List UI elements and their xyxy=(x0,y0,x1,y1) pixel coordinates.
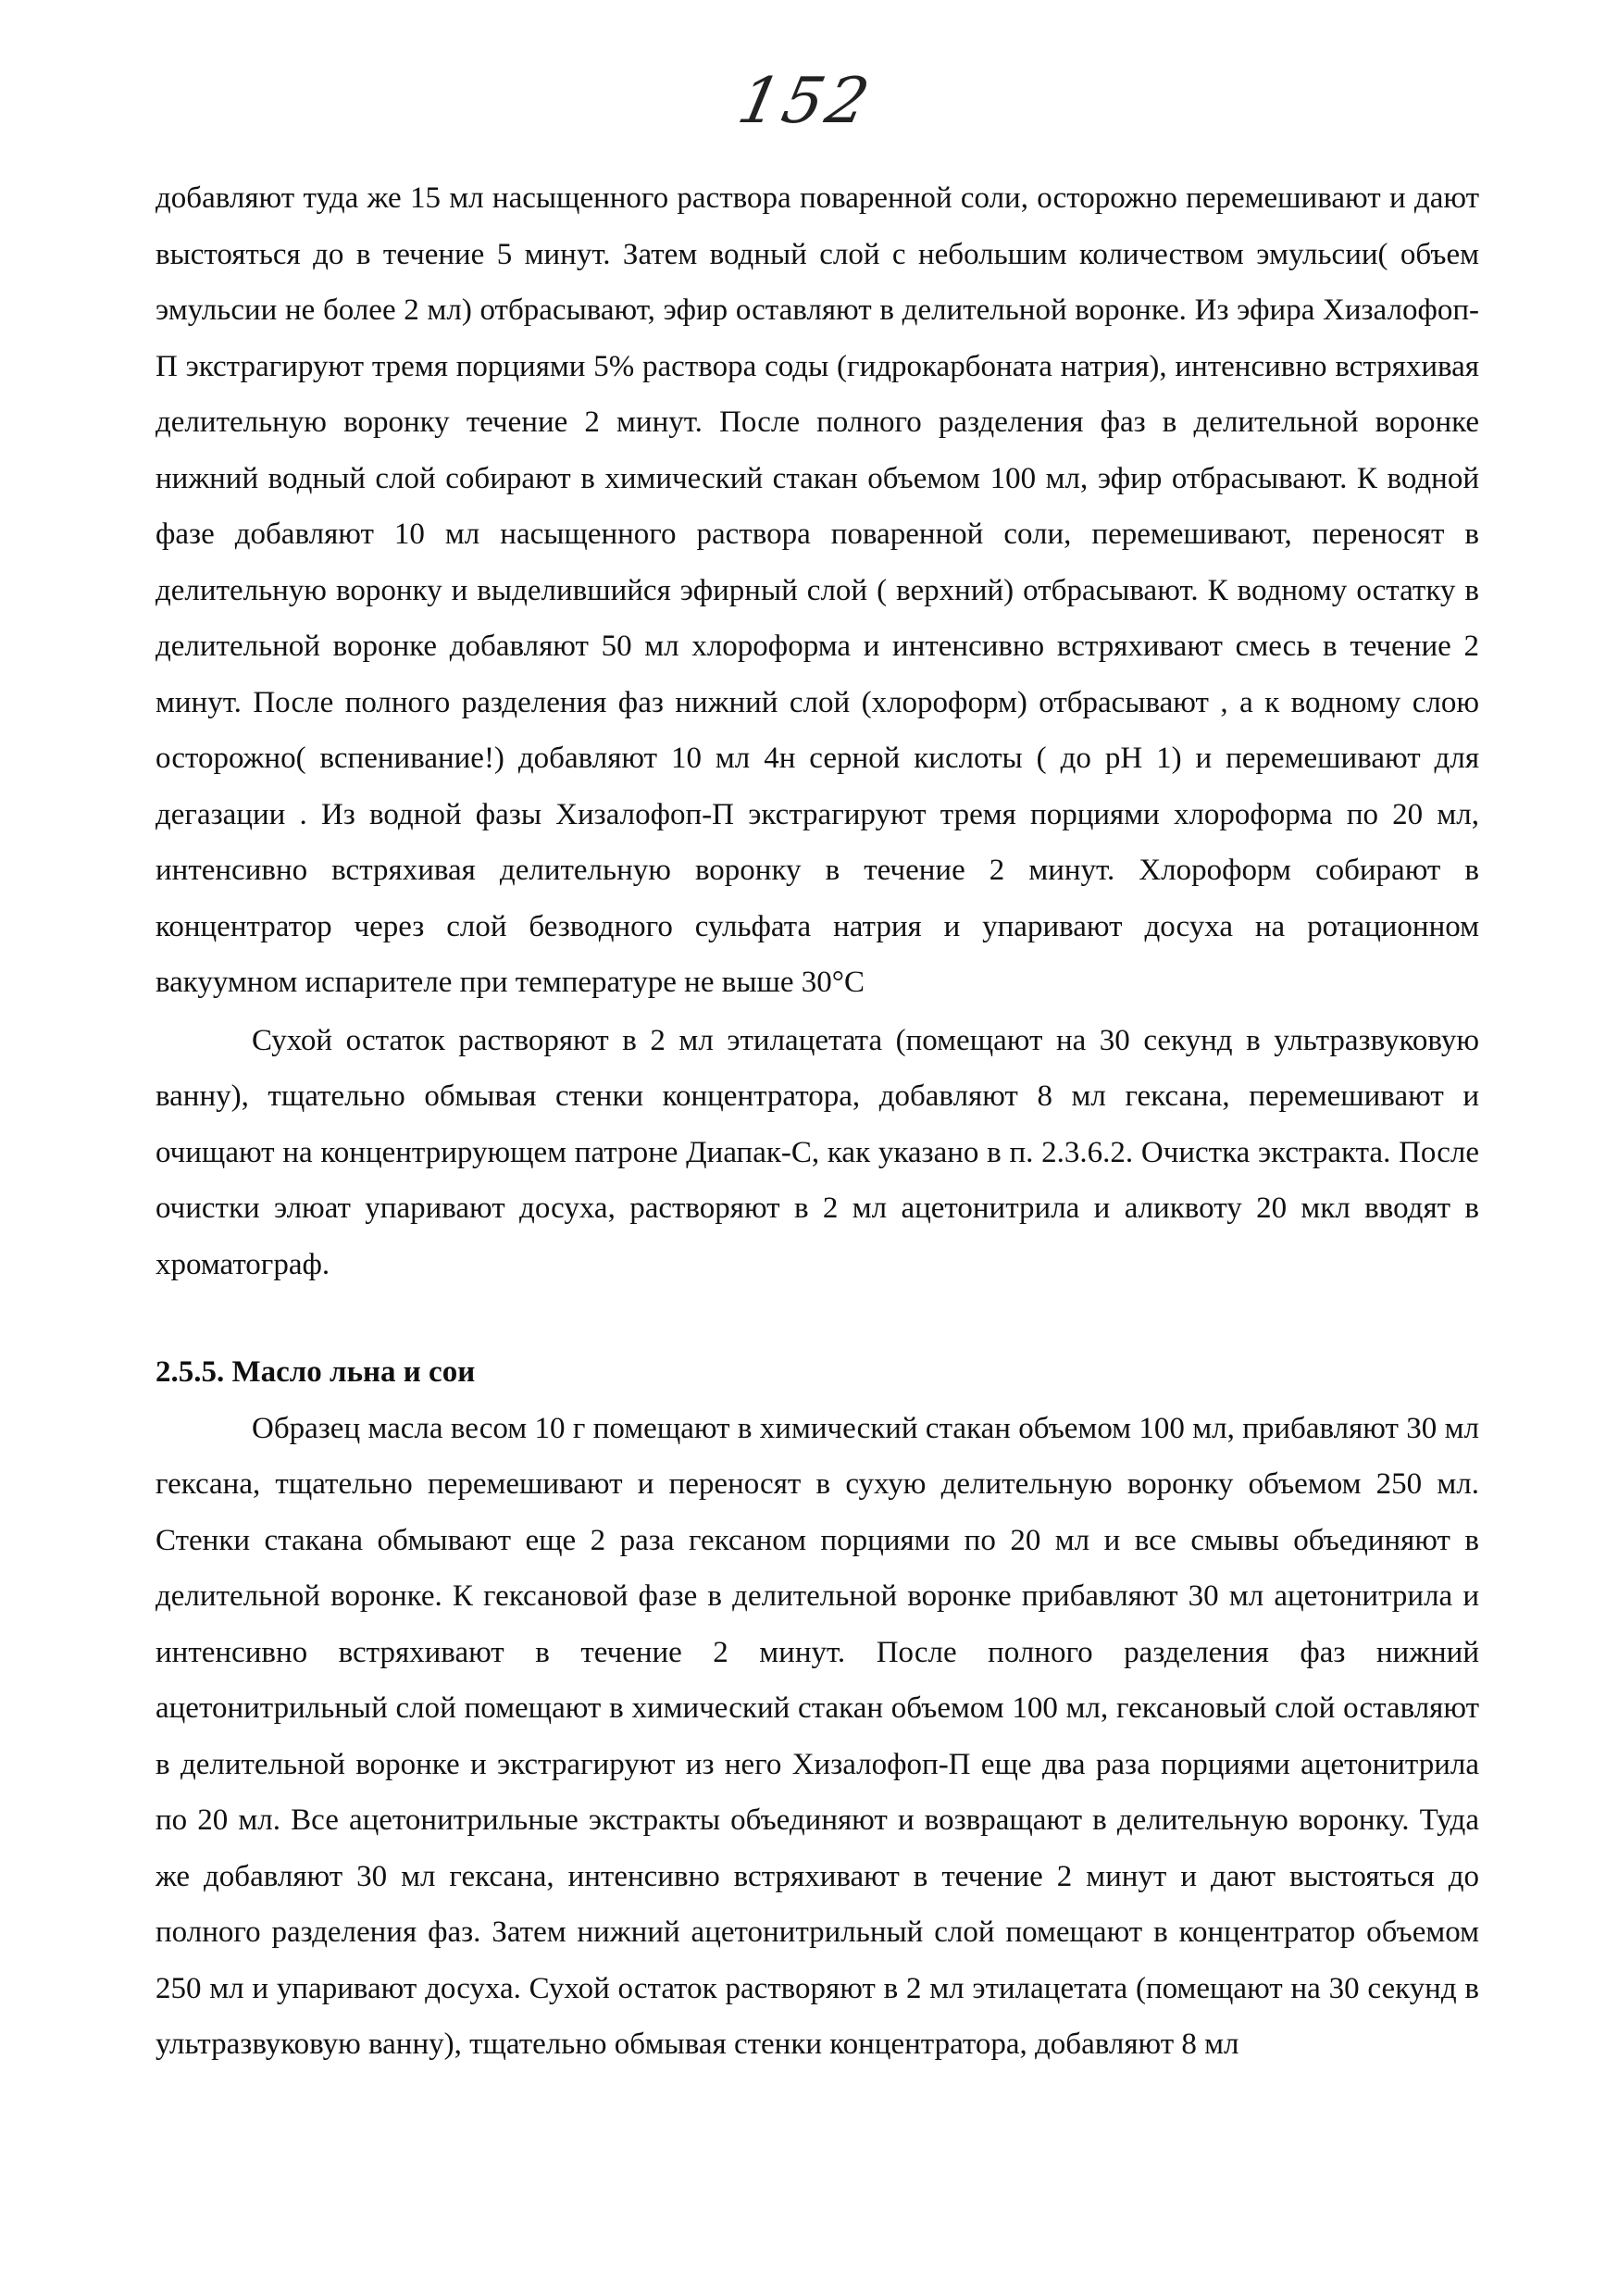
paragraph-oil-sample: Образец масла весом 10 г помещают в химический стакан объемом 100 мл, прибавляют 30 мл гексана, тщательно перемешивают и переносят в сухую делительную воронку объемом 250 мл. Стенки стакана обмывают еще 2 раза гексаном порциями по 20 мл и все смывы объединяют в делительной воронке. К гексановой фазе в делительной воронке прибавляют 30 мл ацетонитрила и интенсивно встряхивают в течение 2 минут. После полного разделения фаз нижний ацетонитрильный слой помещают в химический стакан объемом 100 мл, гексановый слой оставляют в делительной воронке и экстрагируют из него Хизалофоп-П еще два раза порциями ацетонитрила по 20 мл. Все ацетонитрильные экстракты объединяют и возвращают в делительную воронку. Туда же добавляют 30 мл гексана, интенсивно встряхивают в течение 2 минут и дают выстояться до полного разделения фаз. Затем нижний ацетонитрильный слой помещают в концентратор объемом 250 мл и упаривают досуха. Сухой остаток растворяют в 2 мл этилацетата (помещают на 30 секунд в ультразвуковую ванну), тщательно обмывая стенки концентратора, добавляют 8 мл xyxy=(156,1411,1479,2061)
section-heading: 2.5.5. Масло льна и сои xyxy=(156,1355,476,1389)
paragraph-continuation: добавляют туда же 15 мл насыщенного раствора поваренной соли, осторожно перемешивают и дают выстояться до в течение 5 минут. Затем водный слой с небольшим количеством эмульсии( объем эмульсии не более 2 мл) отбрасывают, эфир оставляют в делительной воронке. Из эфира Хизалофоп-П экстрагируют тремя порциями 5% раствора соды (гидрокарбоната натрия), интенсивно встряхивая делительную воронку течение 2 минут. После полного разделения фаз в делительной воронке нижний водный слой собирают в химический стакан объемом 100 мл, эфир отбрасывают. К водной фазе добавляют 10 мл насыщенного раствора поваренной соли, перемешивают, переносят в делительную воронку и выделившийся эфирный слой ( верхний) отбрасывают. К водному остатку в делительной воронке добавляют 50 мл хлороформа и интенсивно встряхивают смесь в течение 2 минут. После полного разделения фаз нижний слой (хлороформ) отбрасывают , а к водному слою осторожно( вспенивание!) добавляют 10 мл 4н серной кислоты ( до рН 1) и перемешивают для дегазации . Из водной фазы Хизалофоп-П экстрагируют тремя порциями хлороформа по 20 мл, интенсивно встряхивая делительную воронку в течение 2 минут. Хлороформ собирают в концентратор через слой безводного сульфата натрия и упаривают досуха на ротационном вакуумном испарителе при температуре не выше 30°С xyxy=(156,181,1479,999)
paragraph-dry-residue: Сухой остаток растворяют в 2 мл этилацетата (помещают на 30 секунд в ультразвуковую ванну), тщательно обмывая стенки концентратора, добавляют 8 мл гексана, перемешивают и очищают на концентрирующем патроне Диапак-С, как указано в п. 2.3.6.2. Очистка экстракта. После очистки элюат упаривают досуха, растворяют в 2 мл ацетонитрила и аликвоту 20 мкл вводят в хроматограф. xyxy=(156,1023,1479,1281)
page-number: 152 xyxy=(731,65,879,138)
document-body xyxy=(156,170,1479,2073)
